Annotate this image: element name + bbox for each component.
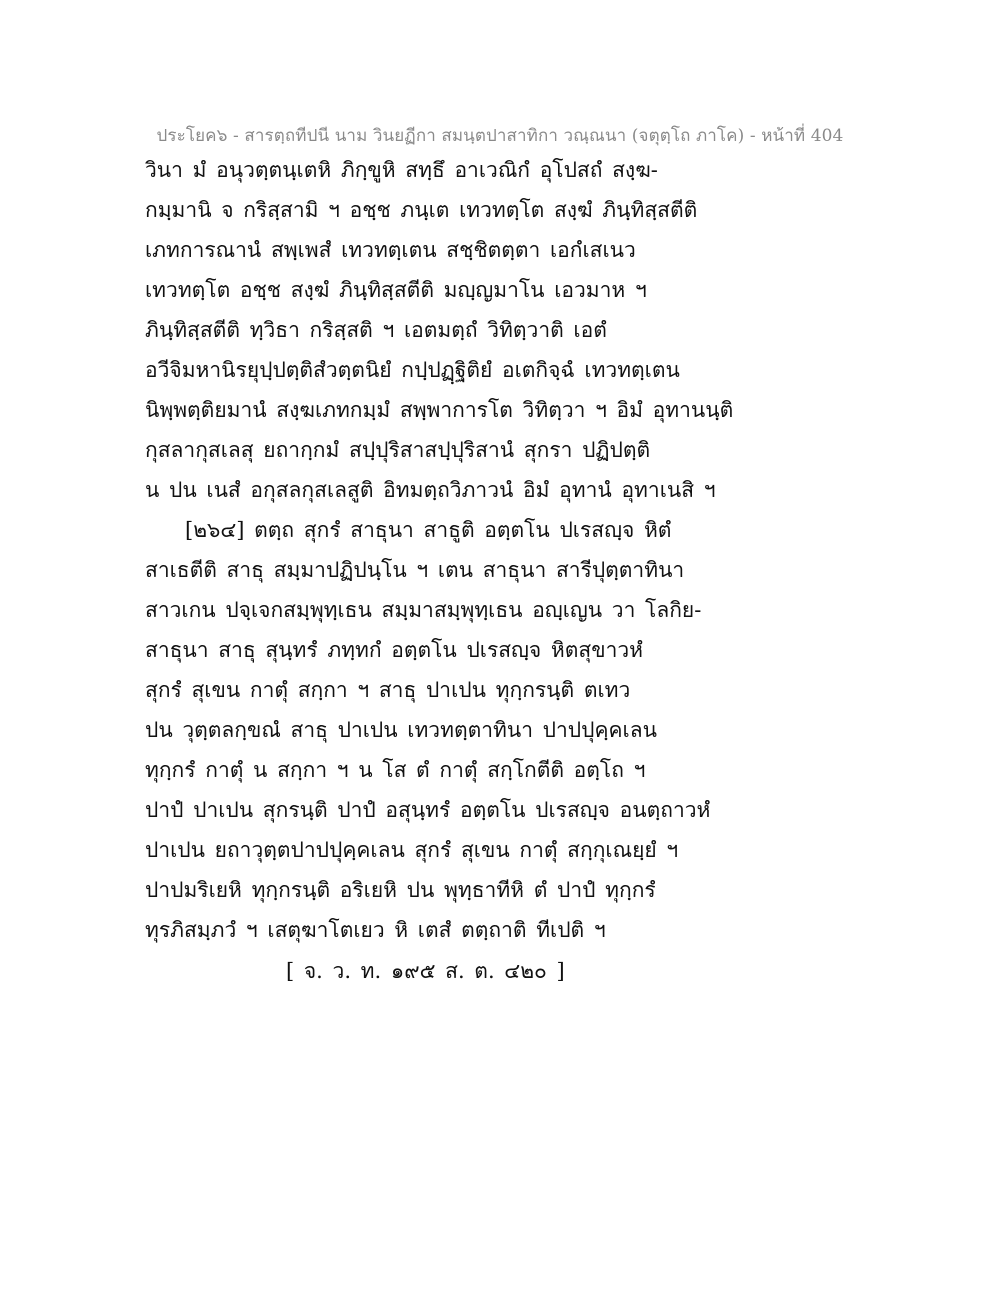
text-line: อวีจิมหานิรยุปฺปตฺติสํวตฺตนิยํ กปฺปฏฺฐิติยํ อเตกิจฺฉํ เทวทตฺเตน <box>145 358 680 382</box>
text-line: น ปน เนสํ อกุสลกุสเลสูติ อิทมตฺถวิภาวนํ อิมํ อุทานํ อุทาเนสิ ฯ <box>145 478 716 502</box>
text-line: เทวทตฺโต อชฺช สงฺฆํ ภินฺทิสฺสตีติ มญฺญมาโน เอวมาห ฯ <box>145 278 647 302</box>
running-header: ประโยค๖ - สารตฺถทีปนี นาม วินยฏีกา สมนฺตปาสาทิกา วณฺณนา (จตุตฺโถ ภาโค) - หน้าที่ 404 <box>156 126 844 146</box>
text-line: กุสลากุสเลสุ ยถากฺกมํ สปฺปุริสาสปฺปุริสานํ สุกรา ปฏิปตฺติ <box>145 438 651 462</box>
text-line: กมฺมานิ จ กริสฺสามิ ฯ อชฺช ภนฺเต เทวทตฺโต สงฺฆํ ภินฺทิสฺสตีติ <box>145 198 698 222</box>
text-line: ปาปํ ปาเปน สุกรนฺติ ปาปํ อสุนฺทรํ อตฺตโน ปเรสญฺจ อนตฺถาวหํ <box>145 798 711 822</box>
paragraph-start-line: [๒๖๔] ตตฺถ สุกรํ สาธุนา สาธูติ อตฺตโน ปเรสญฺจ หิตํ <box>185 518 672 542</box>
text-line: ทุกฺกรํ กาตุํ น สกฺกา ฯ น โส ตํ กาตุํ สกฺโกตีติ อตฺโถ ฯ <box>145 758 646 782</box>
text-line: สาวเกน ปจฺเจกสมฺพุทฺเธน สมฺมาสมฺพุทฺเธน อญฺเญน วา โลกิย- <box>145 598 702 622</box>
body-text <box>145 150 865 950</box>
citation-reference: [ จ. ว. ท. ๑๙๕ ส. ต. ๔๒๐ ] <box>286 959 565 983</box>
text-line: นิพฺพตฺติยมานํ สงฺฆเภทกมฺมํ สพฺพาการโต วิทิตฺวา ฯ อิมํ อุทานนฺติ <box>145 398 734 422</box>
text-line: ภินฺทิสฺสตีติ ทฺวิธา กริสฺสติ ฯ เอตมตฺถํ วิทิตฺวาติ เอตํ <box>145 318 607 342</box>
text-line: ปน วุตฺตลกฺขณํ สาธุ ปาเปน เทวทตฺตาทินา ปาปปุคฺคเลน <box>145 718 657 742</box>
text-line: สาเธตีติ สาธุ สมฺมาปฏิปนฺโน ฯ เตน สาธุนา สารีปุตฺตาทินา <box>145 558 685 582</box>
text-line: สุกรํ สุเขน กาตุํ สกฺกา ฯ สาธุ ปาเปน ทุกฺกรนฺติ ตเทว <box>145 678 631 702</box>
text-line: เภทการณานํ สพฺเพสํ เทวทตฺเตน สชฺชิตตฺตา เอกํเสเนว <box>145 238 636 262</box>
text-line: สาธุนา สาธุ สุนฺทรํ ภทฺทกํ อตฺตโน ปเรสญฺจ หิตสุขาวหํ <box>145 638 643 662</box>
text-line: ทุรภิสมฺภวํ ฯ เสตุฆาโตเยว หิ เตสํ ตตฺถาติ ทีเปติ ฯ <box>145 918 606 942</box>
text-line: วินา มํ อนุวตฺตนฺเตหิ ภิกฺขูหิ สทฺธึ อาเวณิกํ อุโปสถํ สงฺฆ- <box>145 158 658 182</box>
text-line: ปาเปน ยถาวุตฺตปาปปุคฺคเลน สุกรํ สุเขน กาตุํ สกฺกุเณยฺยํ ฯ <box>145 838 679 862</box>
text-line: ปาปมริเยหิ ทุกฺกรนฺติ อริเยหิ ปน พุทฺธาทีหิ ตํ ปาปํ ทุกฺกรํ <box>145 878 656 902</box>
